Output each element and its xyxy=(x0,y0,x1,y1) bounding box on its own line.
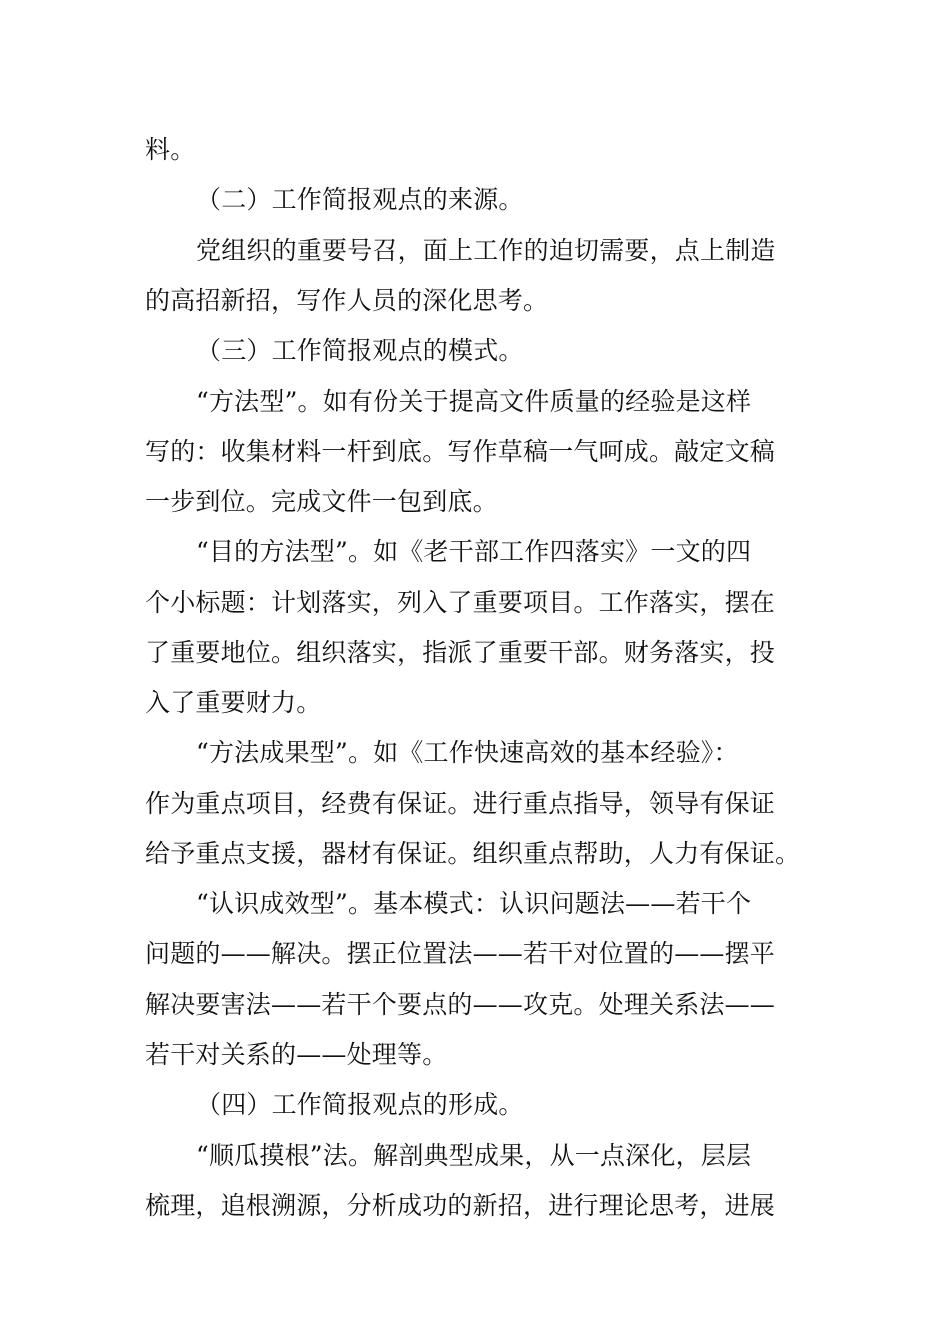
text-line xyxy=(0,281,950,321)
text-line xyxy=(0,633,950,673)
text-line xyxy=(0,1186,950,1226)
text-line xyxy=(0,432,950,472)
text-line xyxy=(0,834,950,874)
text-line xyxy=(0,583,950,623)
text-line xyxy=(0,130,950,170)
text-line-content: 党组织的重要号召，面上工作的迫切需要，点上制造 xyxy=(196,236,776,265)
text-line xyxy=(0,683,950,723)
text-line-content: 一步到位。完成文件一包到底。 xyxy=(145,487,498,516)
text-line-content: 梳理，追根溯源，分析成功的新招，进行理论思考，进展 xyxy=(145,1191,776,1220)
text-line-content: 料。 xyxy=(145,135,196,164)
text-line-content: 作为重点项目，经费有保证。进行重点指导，领导有保证 xyxy=(145,789,776,818)
text-line-content: 入了重要财力。 xyxy=(145,688,322,717)
text-line-content: （四）工作简报观点的形成。 xyxy=(196,1090,524,1119)
text-line xyxy=(0,985,950,1025)
text-line-content: 若干对关系的——处理等。 xyxy=(145,1040,448,1069)
text-line-content: （三）工作简报观点的模式。 xyxy=(196,336,524,365)
text-line xyxy=(0,482,950,522)
text-line xyxy=(0,884,950,924)
text-line xyxy=(0,733,950,773)
text-line-content: 了重要地位。组织落实，指派了重要干部。财务落实，投 xyxy=(145,638,776,667)
text-line-content: “认识成效型”。基本模式：认识问题法——若干个 xyxy=(196,889,752,918)
text-line-content: 写的：收集材料一杆到底。写作草稿一气呵成。敲定文稿 xyxy=(145,437,776,466)
text-line-content: “目的方法型”。如《老干部工作四落实》一文的四 xyxy=(196,537,752,566)
text-line xyxy=(0,231,950,271)
text-line-content: “方法成果型”。如《工作快速高效的基本经验》： xyxy=(196,738,739,767)
text-line xyxy=(0,532,950,572)
section-heading xyxy=(0,1085,950,1125)
text-line-content: （二）工作简报观点的来源。 xyxy=(196,185,524,214)
text-line xyxy=(0,784,950,824)
text-line-content: “方法型”。如有份关于提高文件质量的经验是这样 xyxy=(196,387,752,416)
text-line xyxy=(0,382,950,422)
text-line xyxy=(0,1035,950,1075)
section-heading xyxy=(0,331,950,371)
text-line-content: 问题的——解决。摆正位置法——若干对位置的——摆平 xyxy=(145,939,776,968)
text-line xyxy=(0,934,950,974)
text-line-content: 的高招新招，写作人员的深化思考。 xyxy=(145,286,549,315)
text-line-content: 给予重点支援，器材有保证。组织重点帮助，人力有保证。 xyxy=(145,839,801,868)
text-line-content: 个小标题：计划落实，列入了重要项目。工作落实，摆在 xyxy=(145,588,776,617)
text-line-content: 解决要害法——若干个要点的——攻克。处理关系法—— xyxy=(145,990,776,1019)
text-line xyxy=(0,1136,950,1176)
text-line-content: “顺瓜摸根”法。解剖典型成果，从一点深化，层层 xyxy=(196,1141,752,1170)
section-heading xyxy=(0,180,950,220)
